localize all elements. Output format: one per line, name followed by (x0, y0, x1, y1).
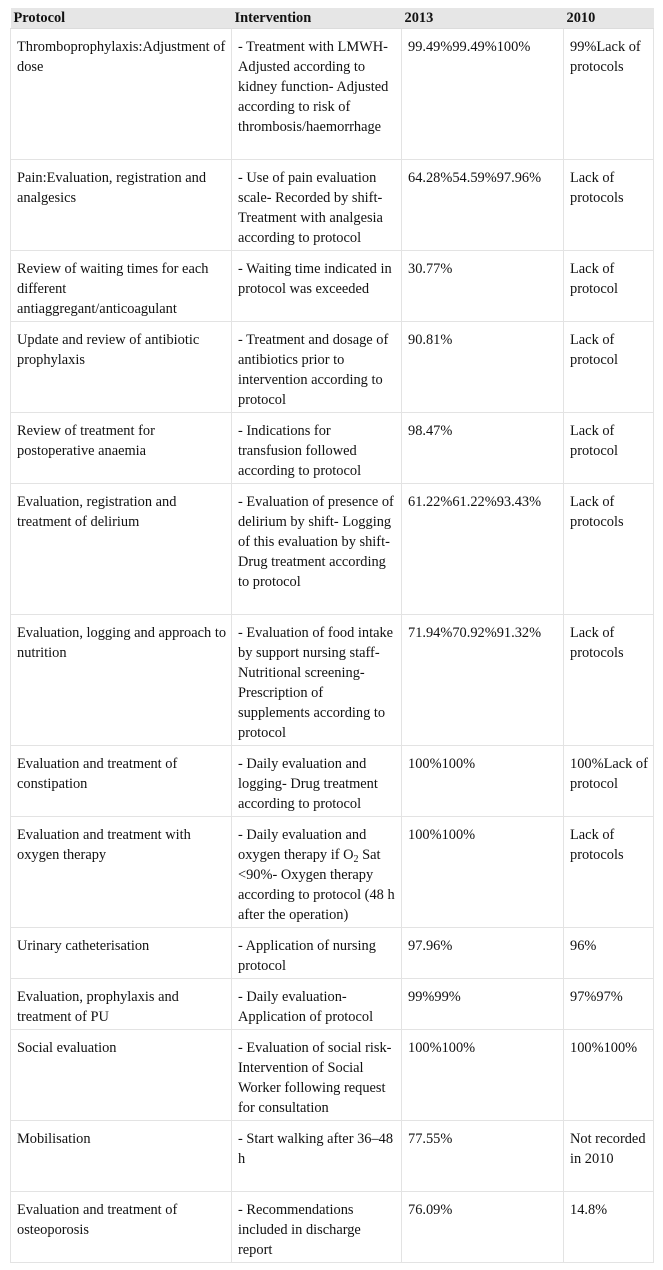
protocol-cell: Thromboprophylaxis:Adjustment of dose (11, 29, 232, 160)
value-2010-cell: 97%97% (564, 979, 654, 1030)
intervention-cell: - Evaluation of presence of delirium by shift- Logging of this evaluation by shift- Drug treatment according to protocol (232, 484, 402, 615)
intervention-text: - Daily evaluation and oxygen therapy if O (238, 827, 367, 863)
protocol-cell: Evaluation, prophylaxis and treatment of PU (11, 979, 232, 1030)
protocol-cell: Review of waiting times for each different antiaggregant/anticoagulant (11, 251, 232, 322)
value-2013-cell: 100%100% (402, 1030, 564, 1121)
table-row (11, 928, 654, 979)
subscript-2: 2 (353, 854, 359, 865)
value-2013-cell: 90.81% (402, 322, 564, 413)
table-row (11, 322, 654, 413)
value-2013-cell: 100%100% (402, 817, 564, 928)
table-row (11, 979, 654, 1030)
intervention-cell: - Start walking after 36–48 h (232, 1121, 402, 1192)
value-2010-cell: Not recorded in 2010 (564, 1121, 654, 1192)
intervention-cell: - Application of nursing protocol (232, 928, 402, 979)
value-2013-cell: 64.28%54.59%97.96% (402, 160, 564, 251)
value-2010-cell: 99%Lack of protocols (564, 29, 654, 160)
value-2010-cell: Lack of protocol (564, 413, 654, 484)
value-2013-cell: 76.09% (402, 1192, 564, 1263)
value-2010-cell: Lack of protocol (564, 251, 654, 322)
value-2013-cell: 30.77% (402, 251, 564, 322)
value-2013-cell: 100%100% (402, 746, 564, 817)
table-row (11, 413, 654, 484)
header-2013: 2013 (402, 8, 564, 29)
intervention-cell: - Evaluation of social risk- Intervention of Social Worker following request for consultation (232, 1030, 402, 1121)
protocol-cell: Evaluation and treatment of constipation (11, 746, 232, 817)
protocol-cell: Urinary catheterisation (11, 928, 232, 979)
table-row (11, 746, 654, 817)
value-2010-cell: Lack of protocols (564, 484, 654, 615)
protocols-table (10, 8, 654, 1263)
value-2013-cell: 61.22%61.22%93.43% (402, 484, 564, 615)
value-2013-cell: 99%99% (402, 979, 564, 1030)
table-row (11, 817, 654, 928)
intervention-cell: - Evaluation of food intake by support nursing staff- Nutritional screening- Prescription of supplements according to protocol (232, 615, 402, 746)
intervention-cell: - Waiting time indicated in protocol was exceeded (232, 251, 402, 322)
protocol-cell: Update and review of antibiotic prophylaxis (11, 322, 232, 413)
value-2013-cell: 99.49%99.49%100% (402, 29, 564, 160)
table-row (11, 29, 654, 160)
protocol-cell: Review of treatment for postoperative anaemia (11, 413, 232, 484)
table-row (11, 1192, 654, 1263)
value-2010-cell: 96% (564, 928, 654, 979)
table-row (11, 484, 654, 615)
intervention-cell: - Indications for transfusion followed according to protocol (232, 413, 402, 484)
intervention-cell: - Treatment with LMWH- Adjusted according to kidney function- Adjusted according to risk of thrombosis/haemorrhage (232, 29, 402, 160)
table-row (11, 160, 654, 251)
table-row (11, 1030, 654, 1121)
intervention-cell: - Treatment and dosage of antibiotics prior to intervention according to protocol (232, 322, 402, 413)
intervention-cell: - Daily evaluation and logging- Drug treatment according to protocol (232, 746, 402, 817)
intervention-cell: - Daily evaluation- Application of protocol (232, 979, 402, 1030)
intervention-cell: - Recommendations included in discharge report (232, 1192, 402, 1263)
protocol-cell: Evaluation, registration and treatment of delirium (11, 484, 232, 615)
intervention-cell (232, 817, 402, 928)
protocol-cell: Evaluation, logging and approach to nutrition (11, 615, 232, 746)
value-2013-cell: 71.94%70.92%91.32% (402, 615, 564, 746)
value-2010-cell: Lack of protocols (564, 615, 654, 746)
header-protocol: Protocol (11, 8, 232, 29)
intervention-text: Sat <90%- Oxygen therapy according to protocol (48 h after the operation) (238, 847, 395, 923)
value-2010-cell: Lack of protocols (564, 817, 654, 928)
header-row (11, 8, 654, 29)
value-2010-cell: Lack of protocol (564, 322, 654, 413)
value-2010-cell: 14.8% (564, 1192, 654, 1263)
intervention-cell: - Use of pain evaluation scale- Recorded by shift- Treatment with analgesia according to protocol (232, 160, 402, 251)
table-row (11, 615, 654, 746)
value-2010-cell: Lack of protocols (564, 160, 654, 251)
header-intervention: Intervention (232, 8, 402, 29)
protocol-cell: Pain:Evaluation, registration and analgesics (11, 160, 232, 251)
value-2013-cell: 77.55% (402, 1121, 564, 1192)
protocol-cell: Evaluation and treatment of osteoporosis (11, 1192, 232, 1263)
value-2013-cell: 98.47% (402, 413, 564, 484)
protocol-cell: Social evaluation (11, 1030, 232, 1121)
table-row (11, 251, 654, 322)
table-row (11, 1121, 654, 1192)
header-2010: 2010 (564, 8, 654, 29)
value-2010-cell: 100%100% (564, 1030, 654, 1121)
protocol-cell: Evaluation and treatment with oxygen therapy (11, 817, 232, 928)
protocol-cell: Mobilisation (11, 1121, 232, 1192)
value-2010-cell: 100%Lack of protocol (564, 746, 654, 817)
value-2013-cell: 97.96% (402, 928, 564, 979)
